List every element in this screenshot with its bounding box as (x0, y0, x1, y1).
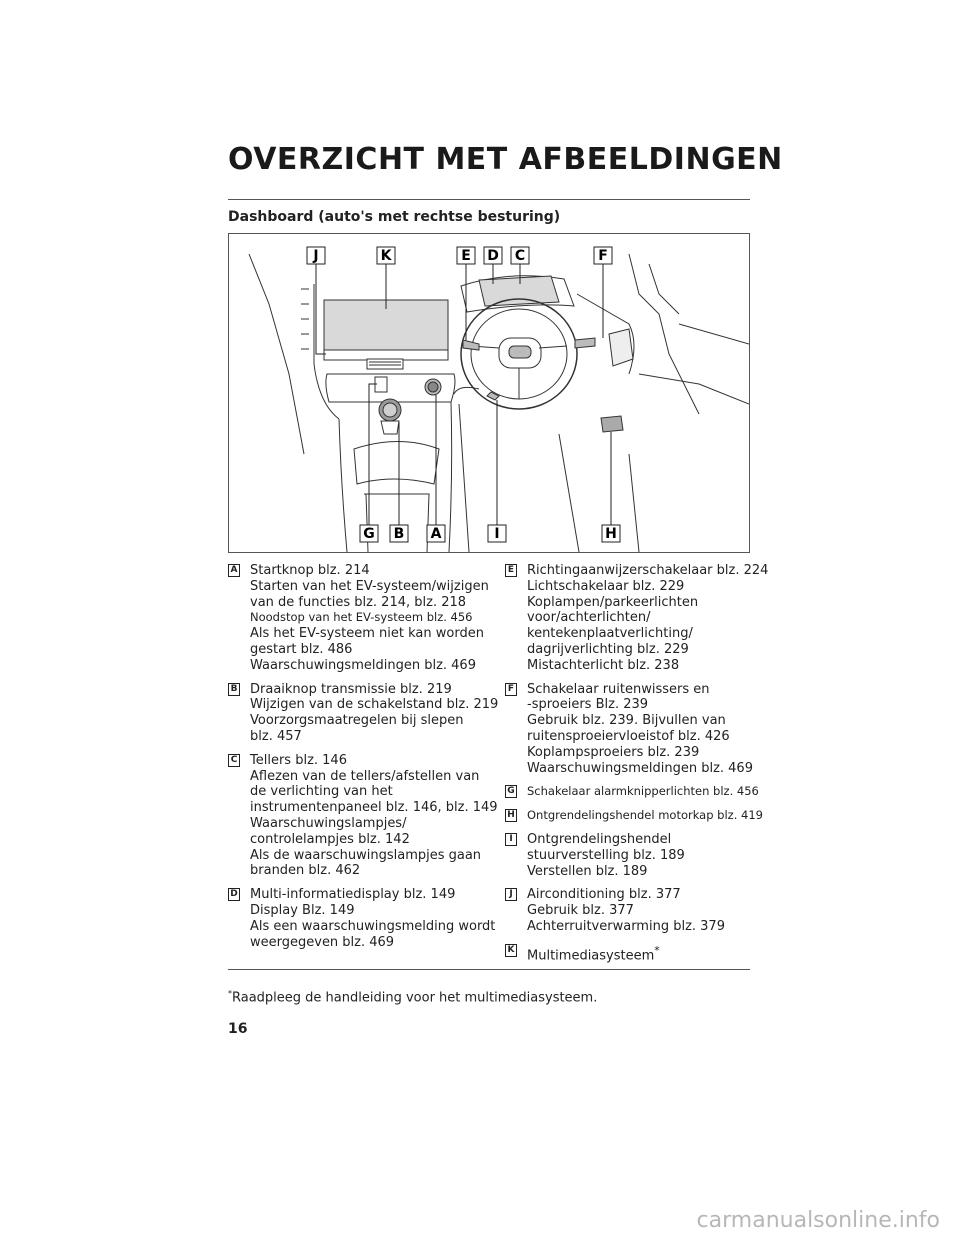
legend-line: Starten van het EV-systeem/wijzigen (250, 578, 489, 594)
legend-line: ruitensproeiervloeistof blz. 426 (527, 728, 730, 744)
legend-line: controlelampjes blz. 142 (250, 831, 410, 847)
legend-entry-j (505, 887, 755, 934)
legend-line: Gebruik blz. 377 (527, 903, 634, 919)
legend-line: de verlichting van het (250, 784, 393, 800)
legend-line: Multi-informatiedisplay blz. 149 (250, 887, 456, 903)
legend-line: Ontgrendelingshendel (527, 831, 672, 847)
legend-line: Lichtschakelaar blz. 229 (527, 578, 685, 594)
legend-entry-k (505, 943, 755, 964)
legend-line: Draaiknop transmissie blz. 219 (250, 681, 452, 697)
legend-line: Schakelaar ruitenwissers en (527, 681, 710, 697)
callout-a: A (430, 526, 442, 542)
callout-k: K (380, 248, 392, 264)
key-badge: A (228, 564, 240, 577)
key-badge: G (505, 785, 517, 798)
legend-line: Koplampen/parkeerlichten (527, 594, 699, 610)
key-badge: F (505, 683, 517, 696)
legend-line: gestart blz. 486 (250, 641, 353, 657)
title-divider (228, 199, 750, 200)
key-badge: I (505, 833, 517, 846)
legend-line: Waarschuwingsmeldingen blz. 469 (527, 760, 753, 776)
legend-entry-c (228, 752, 498, 879)
legend-line: Airconditioning blz. 377 (527, 887, 681, 903)
legend-entry-g (505, 784, 759, 800)
legend-line: kentekenplaatverlichting/ (527, 626, 693, 642)
legend-line: Als de waarschuwingslampjes gaan (250, 847, 482, 863)
callout-j: J (313, 248, 319, 264)
dashboard-drawing (229, 234, 749, 552)
legend-entry-i (505, 832, 755, 879)
callout-e: E (461, 248, 471, 264)
legend-line: Mistachterlicht blz. 238 (527, 657, 680, 673)
legend-line: Als het EV-systeem niet kan worden (250, 626, 484, 642)
key-badge: D (228, 888, 240, 901)
footnote-marker: * (228, 989, 232, 998)
legend-line-text: Multimediasysteem (527, 948, 655, 964)
legend-line: Wijzigen van de schakelstand blz. 219 (250, 697, 499, 713)
legend-line: Ontgrendelingshendel motorkap blz. 419 (527, 808, 763, 823)
legend-line: branden blz. 462 (250, 863, 361, 879)
footnote-text: Raadpleeg de handleiding voor het multimediasysteem. (232, 990, 598, 1006)
legend-entry-e (505, 563, 769, 674)
legend-entry-a (228, 563, 489, 674)
callout-i: I (494, 526, 500, 542)
page-title: OVERZICHT MET AFBEELDINGEN (228, 142, 783, 177)
footnote-divider (228, 969, 750, 970)
key-badge: E (505, 564, 517, 577)
legend-line: Schakelaar alarmknipperlichten blz. 456 (527, 784, 759, 799)
dashboard-illustration (228, 233, 750, 553)
legend-line: Verstellen blz. 189 (527, 863, 648, 879)
legend-line: Als een waarschuwingsmelding wordt (250, 918, 496, 934)
watermark: carmanualsonline.info (696, 1208, 940, 1233)
legend-line: weergegeven blz. 469 (250, 934, 395, 950)
legend-line: blz. 457 (250, 728, 302, 744)
legend-line: Waarschuwingslampjes/ (250, 815, 407, 831)
key-badge: J (505, 888, 517, 901)
legend-line: -sproeiers Blz. 239 (527, 697, 649, 713)
legend-entry-h (505, 808, 763, 824)
legend-line: Aflezen van de tellers/afstellen van (250, 768, 480, 784)
legend-line: van de functies blz. 214, blz. 218 (250, 594, 467, 610)
legend-line: Tellers blz. 146 (250, 752, 347, 768)
legend-line: dagrijverlichting blz. 229 (527, 641, 689, 657)
legend-line: Display Blz. 149 (250, 902, 355, 918)
legend-entry-d (228, 887, 496, 950)
legend-left-column (228, 563, 499, 958)
callout-g: G (363, 526, 375, 542)
legend-line: Koplampsproeiers blz. 239 (527, 744, 700, 760)
legend-line: Voorzorgsmaatregelen bij slepen (250, 713, 464, 729)
legend-right-column (505, 563, 769, 972)
legend-line: Startknop blz. 214 (250, 563, 370, 578)
legend-line: stuurverstelling blz. 189 (527, 847, 685, 863)
callout-c: C (514, 248, 526, 264)
legend-line: instrumentenpaneel blz. 146, blz. 149 (250, 800, 498, 816)
legend-line: Waarschuwingsmeldingen blz. 469 (250, 657, 476, 673)
footnote (228, 989, 597, 1005)
legend-line: Noodstop van het EV-systeem blz. 456 (250, 610, 473, 625)
page-number: 16 (228, 1021, 248, 1037)
legend-line: Gebruik blz. 239. Bijvullen van (527, 713, 726, 729)
key-badge: K (505, 944, 517, 957)
callout-h: H (605, 526, 617, 542)
callout-f: F (598, 248, 608, 264)
callout-b: B (393, 526, 405, 542)
legend-entry-f (505, 682, 755, 777)
legend-line: voor/achterlichten/ (527, 610, 651, 626)
legend-entry-b (228, 681, 499, 745)
callout-d: D (487, 248, 499, 264)
footnote-marker: * (654, 943, 660, 957)
key-badge: C (228, 754, 240, 767)
section-title: Dashboard (auto's met rechtse besturing) (228, 209, 561, 225)
legend-line (527, 943, 755, 964)
legend-line: Richtingaanwijzerschakelaar blz. 224 (527, 563, 769, 578)
key-badge: B (228, 683, 240, 696)
legend-line: Achterruitverwarming blz. 379 (527, 918, 725, 934)
key-badge: H (505, 809, 517, 822)
